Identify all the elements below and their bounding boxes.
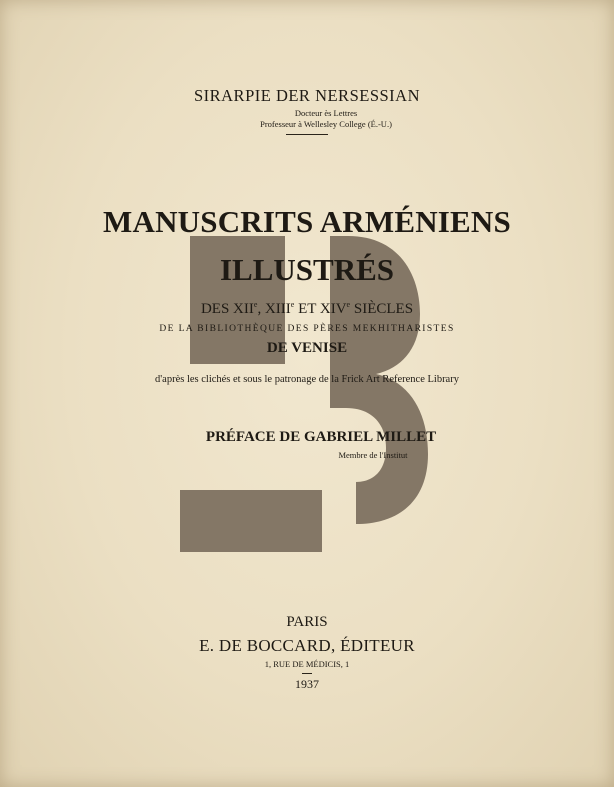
century-superscript: e [346, 300, 351, 309]
imprint-address: 1, RUE DE MÉDICIS, 1 [264, 659, 350, 669]
author-divider-rule [286, 134, 328, 135]
author-credential-doctorate: Docteur ès Lettres [294, 108, 358, 118]
author-name: SIRARPIE DER NERSESSIAN [193, 86, 421, 105]
book-title-line-1: MANUSCRITS ARMÉNIENS [103, 204, 511, 239]
imprint-year: 1937 [295, 677, 319, 691]
subtitle-centuries [0, 300, 614, 318]
centuries-suffix: SIÈCLES [350, 301, 414, 317]
centuries-prefix: DES XII [200, 301, 254, 317]
centuries-mid-1: , XIII [257, 301, 291, 317]
centuries-mid-2: ET XIV [294, 301, 347, 317]
subtitle-city: DE VENISE [266, 340, 348, 356]
preface-author-role: Membre de l'Institut [338, 450, 408, 460]
author-credential-professorship: Professeur à Wellesley College (É.-U.) [260, 119, 392, 129]
imprint-divider-rule [302, 673, 312, 674]
imprint-city: PARIS [286, 614, 328, 630]
century-superscript: e [290, 300, 295, 309]
subtitle-library: DE LA BIBLIOTHÈQUE DES PÈRES MEKHITHARISTES [159, 324, 455, 334]
book-title-line-2: ILLUSTRÉS [219, 252, 395, 287]
photo-credit-note: d'après les clichés et sous le patronage de la Frick Art Reference Library [155, 374, 459, 385]
imprint-publisher: E. DE BOCCARD, ÉDITEUR [199, 636, 415, 655]
watermark-bottom-block [180, 490, 322, 552]
preface-author: PRÉFACE DE GABRIEL MILLET [205, 429, 437, 445]
century-superscript: e [253, 300, 258, 309]
